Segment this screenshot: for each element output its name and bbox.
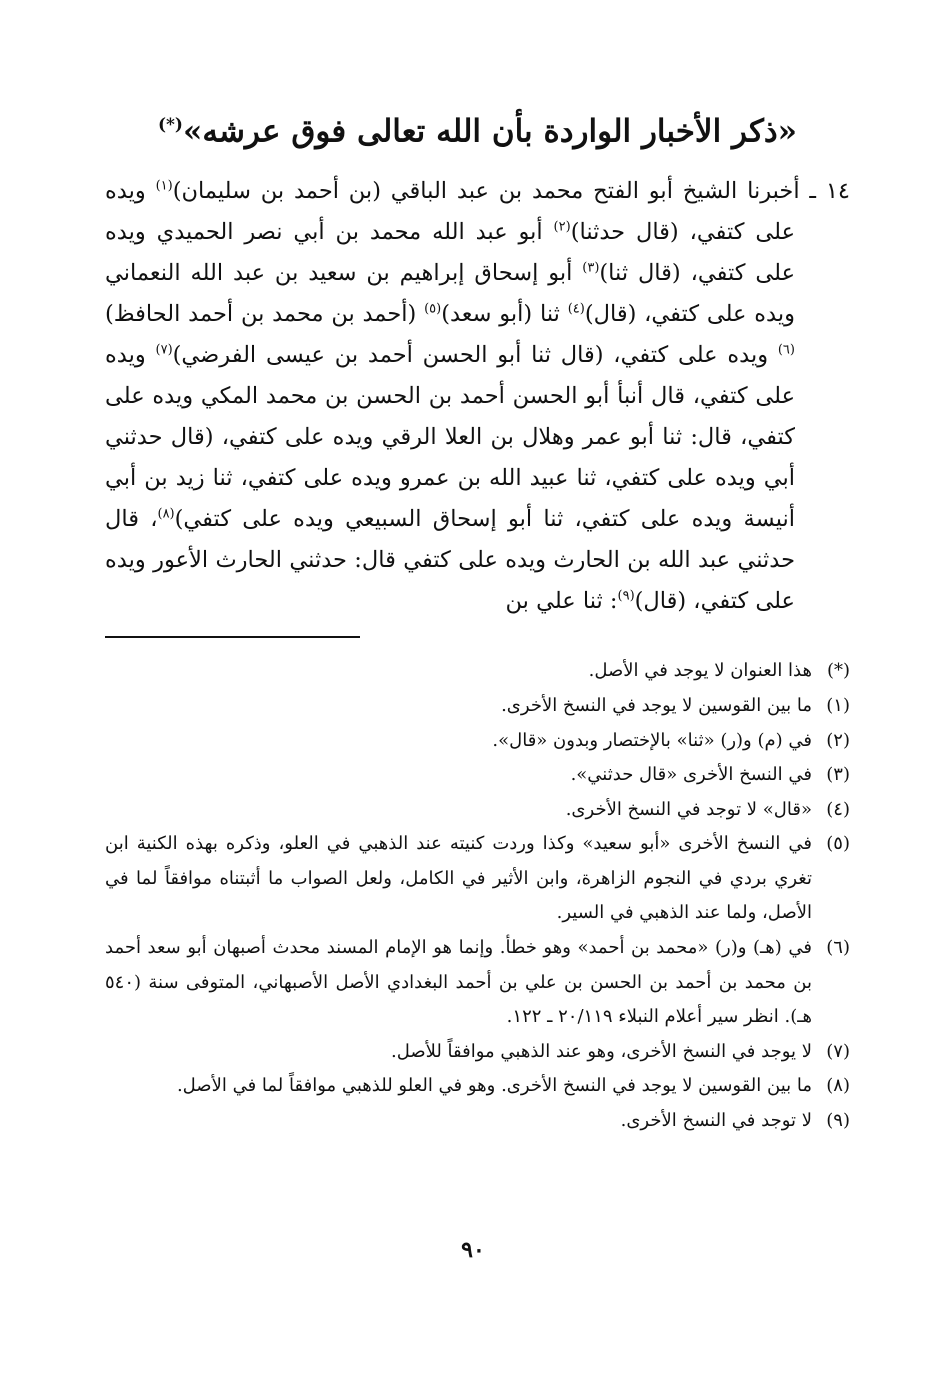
footnote-ref: (٥) — [424, 301, 442, 317]
footnote-text: في النسخ الأخرى «قال حدثني». — [570, 764, 812, 786]
footnote-item — [105, 1035, 850, 1070]
footnote-item — [105, 654, 850, 689]
footnote-ref: (٤) — [567, 301, 585, 317]
hadith-number: ١٤ ـ — [809, 178, 850, 205]
text-segment: (أحمد بن محمد بن أحمد الحافظ) — [105, 301, 425, 328]
text-segment: ، قال حدثني عبد الله بن الحارث ويده على كتفي قال: حدثني الحارث الأعور ويده على كتفي، (قال) — [105, 506, 795, 615]
footnote-item — [105, 724, 850, 759]
footnote-mark: (٤) — [826, 798, 850, 820]
hadith-paragraph — [105, 171, 850, 622]
footnote-item — [105, 793, 850, 828]
footnote-mark: (*) — [826, 660, 850, 682]
text-segment: ويده على كتفي، (قال حدثنا) — [105, 178, 796, 246]
title-text: «ذكر الأخبار الواردة بأن الله تعالى فوق عرشه» — [182, 113, 798, 150]
footnote-ref: (٢) — [553, 219, 571, 235]
footnote-mark: (٨) — [826, 1075, 850, 1097]
footnote-item — [105, 1069, 850, 1104]
footnote-text: لا توجد في النسخ الأخرى. — [620, 1110, 812, 1132]
footnote-text: في (هـ) و(ر) «محمد بن أحمد» وهو خطأ. وإنما هو الإمام المسند محدث أصبهان أبو سعد أحمد بن محمد بن أحمد بن الحسن بن علي بن أحمد البغدادي الأصل الأصبهاني، المتوفى سنة (٥٤٠ هـ). انظر سير أعلام النبلاء ٢٠/١١٩ ـ ١٢٢. — [105, 937, 812, 1028]
footnote-ref: (٦) — [777, 342, 795, 358]
footnote-mark: (٦) — [826, 937, 850, 959]
footnote-text: في (م) و(ر) «ثنا» بالإختصار وبدون «قال». — [492, 729, 812, 751]
text-segment: ويده على كتفي، قال أنبأ أبو الحسن أحمد بن الحسن بن محمد المكي ويده على كتفي، قال: ثنا أبو عمر وهلال بن العلا الرقي ويده على كتفي، (قال حدثني أبي ويده على كتفي، ثنا عبيد الله بن عمرو ويده على كتفي، ثنا زيد بن أبي أنيسة ويده على كتفي، ثنا أبو إسحاق السبيعي ويده على كتفي) — [105, 342, 795, 533]
footnote-text: ما بين القوسين لا يوجد في النسخ الأخرى. — [501, 694, 812, 716]
text-segment: أبو إسحاق إبراهيم بن سعيد بن عبد الله النعماني ويده على كتفي، (قال) — [105, 260, 795, 328]
text-segment: : ثنا علي بن — [505, 588, 618, 615]
footnote-item — [105, 931, 850, 1035]
text-segment: ويده على كتفي، (قال ثنا أبو الحسن أحمد بن عيسى الفرضي) — [172, 342, 778, 369]
footnote-mark: (٧) — [826, 1040, 850, 1062]
footnote-text: «قال» لا توجد في النسخ الأخرى. — [565, 798, 812, 820]
footnote-ref: (٨) — [157, 506, 175, 522]
footnote-mark: (٢) — [826, 729, 850, 751]
footnote-text: هذا العنوان لا يوجد في الأصل. — [588, 660, 812, 682]
footnote-separator — [105, 636, 360, 638]
footnote-text: ما بين القوسين لا يوجد في النسخ الأخرى. وهو في العلو للذهبي موافقاً لما في الأصل. — [176, 1075, 812, 1097]
text-segment: أبو عبد الله محمد بن أبي نصر الحميدي ويده على كتفي، (قال ثنا) — [105, 219, 796, 287]
text-segment: ثنا (أبو سعد) — [441, 301, 568, 328]
title-footnote-marker: (*) — [157, 115, 183, 135]
footnote-mark: (٥) — [826, 833, 850, 855]
footnote-ref: (٩) — [617, 588, 635, 604]
footnote-separator-wrap — [105, 636, 850, 638]
text-segment: أخبرنا الشيخ أبو الفتح محمد بن عبد الباقي (بن أحمد بن سليمان) — [172, 178, 800, 205]
footnote-text: في النسخ الأخرى «أبو سعيد» وكذا وردت كنيته عند الذهبي في العلو، وذكره بهذه الكنية ابن تغري بردي في النجوم الزاهرة، وابن الأثير في الكامل، ولعل الصواب ما أثبتناه موافقاً لما في الأصل، ولما عند الذهبي في السير. — [105, 833, 812, 924]
page-content — [105, 95, 850, 1139]
footnote-mark: (٩) — [826, 1110, 850, 1132]
footnotes-list — [105, 654, 850, 1138]
footnote-ref: (٣) — [582, 260, 600, 276]
page-title — [105, 95, 850, 161]
footnote-ref: (١) — [155, 178, 173, 194]
footnote-item — [105, 1104, 850, 1139]
footnote-item — [105, 758, 850, 793]
footnote-text: لا يوجد في النسخ الأخرى، وهو عند الذهبي موافقاً للأصل. — [390, 1040, 812, 1062]
page-number: ٩٠ — [461, 1237, 485, 1263]
footnote-ref: (٧) — [155, 342, 173, 358]
footnote-mark: (٣) — [826, 764, 850, 786]
footnote-mark: (١) — [826, 694, 850, 716]
footnote-item — [105, 827, 850, 931]
footnote-item — [105, 689, 850, 724]
